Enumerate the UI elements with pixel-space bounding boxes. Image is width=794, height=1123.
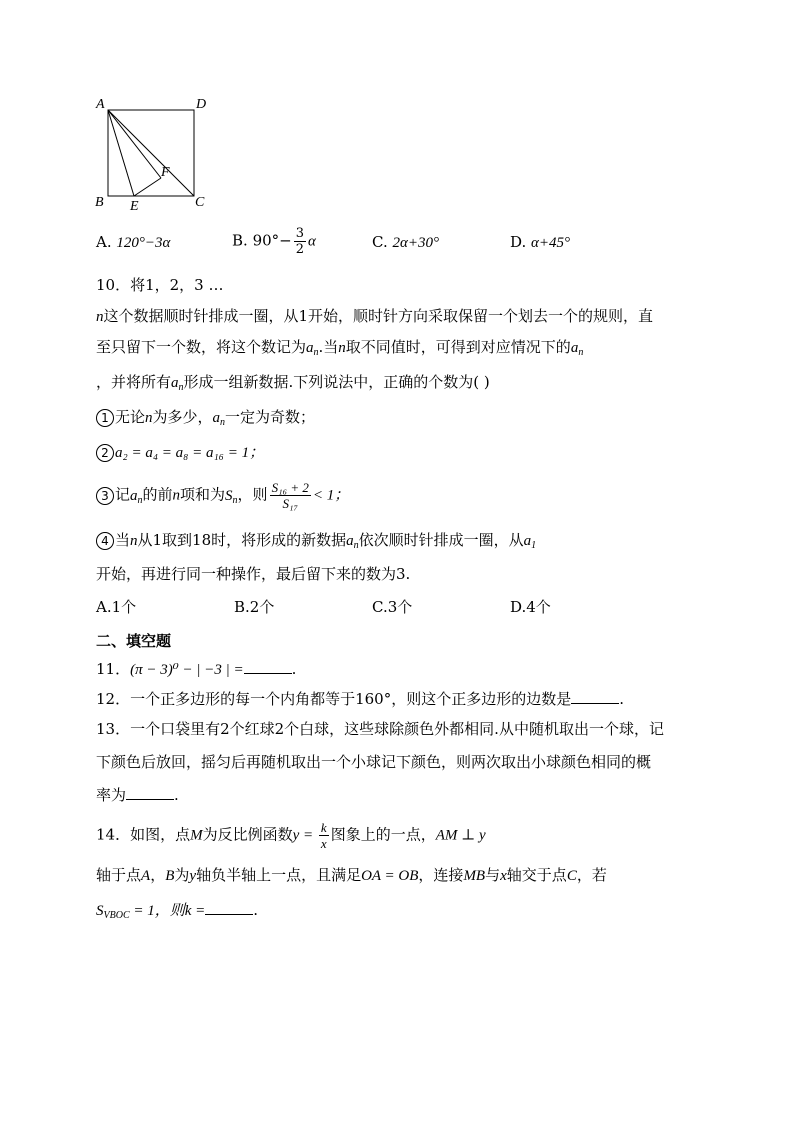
q14-line-3: $S_{VBOC} = 1$，则k = . — [96, 901, 259, 921]
q10-option-a: A.1个 — [96, 598, 137, 616]
q10-statement-2: 2 a₂ = a₄ = a₈ = a₁₆ = 1； — [96, 441, 264, 464]
section-heading-fill-in: 二、填空题 — [96, 632, 172, 650]
label-c: C — [195, 195, 205, 210]
q10-line-3: 至只留下一个数，将这个数记为$a_n$.当n取不同值时，可得到对应情况下的$a_n$ — [96, 338, 584, 358]
q9-option-c: C. 2α+30° — [372, 233, 439, 251]
circled-number-1: 1 — [96, 409, 114, 427]
q10-line-1: 10．将1，2，3 … — [96, 276, 224, 294]
q14-fraction-k-over-x: $\frac{k}{x}$ — [320, 820, 327, 851]
q10-option-d: D.4个 — [510, 598, 551, 616]
label-e: E — [130, 199, 139, 214]
circled-number-4: 4 — [96, 532, 114, 550]
q10-line-4: ，并将所有$a_n$形成一组新数据.下列说法中，正确的个数为( ) — [96, 373, 490, 393]
square-geometry-figure — [88, 92, 220, 214]
label-b: B — [95, 195, 104, 210]
q10-statement-1: 1 无论n为多少，$a_n$一定为奇数； — [96, 406, 315, 429]
q14-line-1: 14．如图，点M为反比例函数y = $\frac{k}{x}$ 图象上的一点，AM ⊥ y — [96, 820, 486, 851]
answer-blank-q14[interactable] — [205, 900, 253, 915]
segment-af — [108, 110, 161, 178]
q10-statement-3-fraction: $\frac{\text{S₁₆ + 2}}{\text{S₁₇}}$ — [271, 480, 309, 511]
q9-option-a: A. 120°−3α — [96, 233, 171, 251]
q13-line-1: 13．一个口袋里有2个红球2个白球，这些球除颜色外都相同.从中随机取出一个球，记 — [96, 720, 664, 738]
q13-line-3: 率为 . — [96, 786, 179, 804]
label-a: A — [96, 97, 105, 112]
circled-number-2: 2 — [96, 444, 114, 462]
label-d: D — [196, 97, 207, 112]
q14-line-2: 轴于点A，B为y轴负半轴上一点，且满足OA = OB，连接MB与x轴交于点C，若 — [96, 866, 607, 884]
q10-line-last: 开始，再进行同一种操作，最后留下来的数为3. — [96, 565, 411, 583]
answer-blank-q11[interactable] — [244, 659, 292, 674]
q13-line-2: 下颜色后放回，摇匀后再随机取出一个小球记下颜色，则两次取出小球颜色相同的概 — [96, 753, 652, 771]
answer-blank-q12[interactable] — [571, 689, 619, 704]
q10-option-c: C.3个 — [372, 598, 413, 616]
q12-line: 12．一个正多边形的每一个内角都等于160°，则这个正多边形的边数是 . — [96, 690, 625, 708]
circled-number-3: 3 — [96, 487, 114, 505]
q9-option-b-fraction: $\frac{3}{2}$ — [295, 226, 304, 257]
label-f: F — [161, 165, 170, 180]
q10-line-2: n这个数据顺时针排成一圈，从1开始，顺时针方向采取保留一个划去一个的规则，直 — [96, 307, 654, 325]
q9-option-b: B. 90°− $\frac{3}{2}$ α — [232, 226, 316, 257]
q10-option-b: B.2个 — [234, 598, 275, 616]
q9-option-d: D. α+45° — [510, 233, 571, 251]
answer-blank-q13[interactable] — [126, 785, 174, 800]
segment-ef — [134, 178, 161, 196]
q11-line: 11．(π − 3)⁰ − | −3 | = . — [96, 660, 297, 678]
q10-statement-3: 3 记$a_n$的前n项和为$S_n$，则 $\frac{\text{S₁₆ + 2}}{\text{S₁₇}}$ < 1； — [96, 480, 349, 511]
q10-statement-4: 4 当n从1取到18时，将形成的新数据$a_n$依次顺时针排成一圈，从$a_1$ — [96, 529, 536, 552]
